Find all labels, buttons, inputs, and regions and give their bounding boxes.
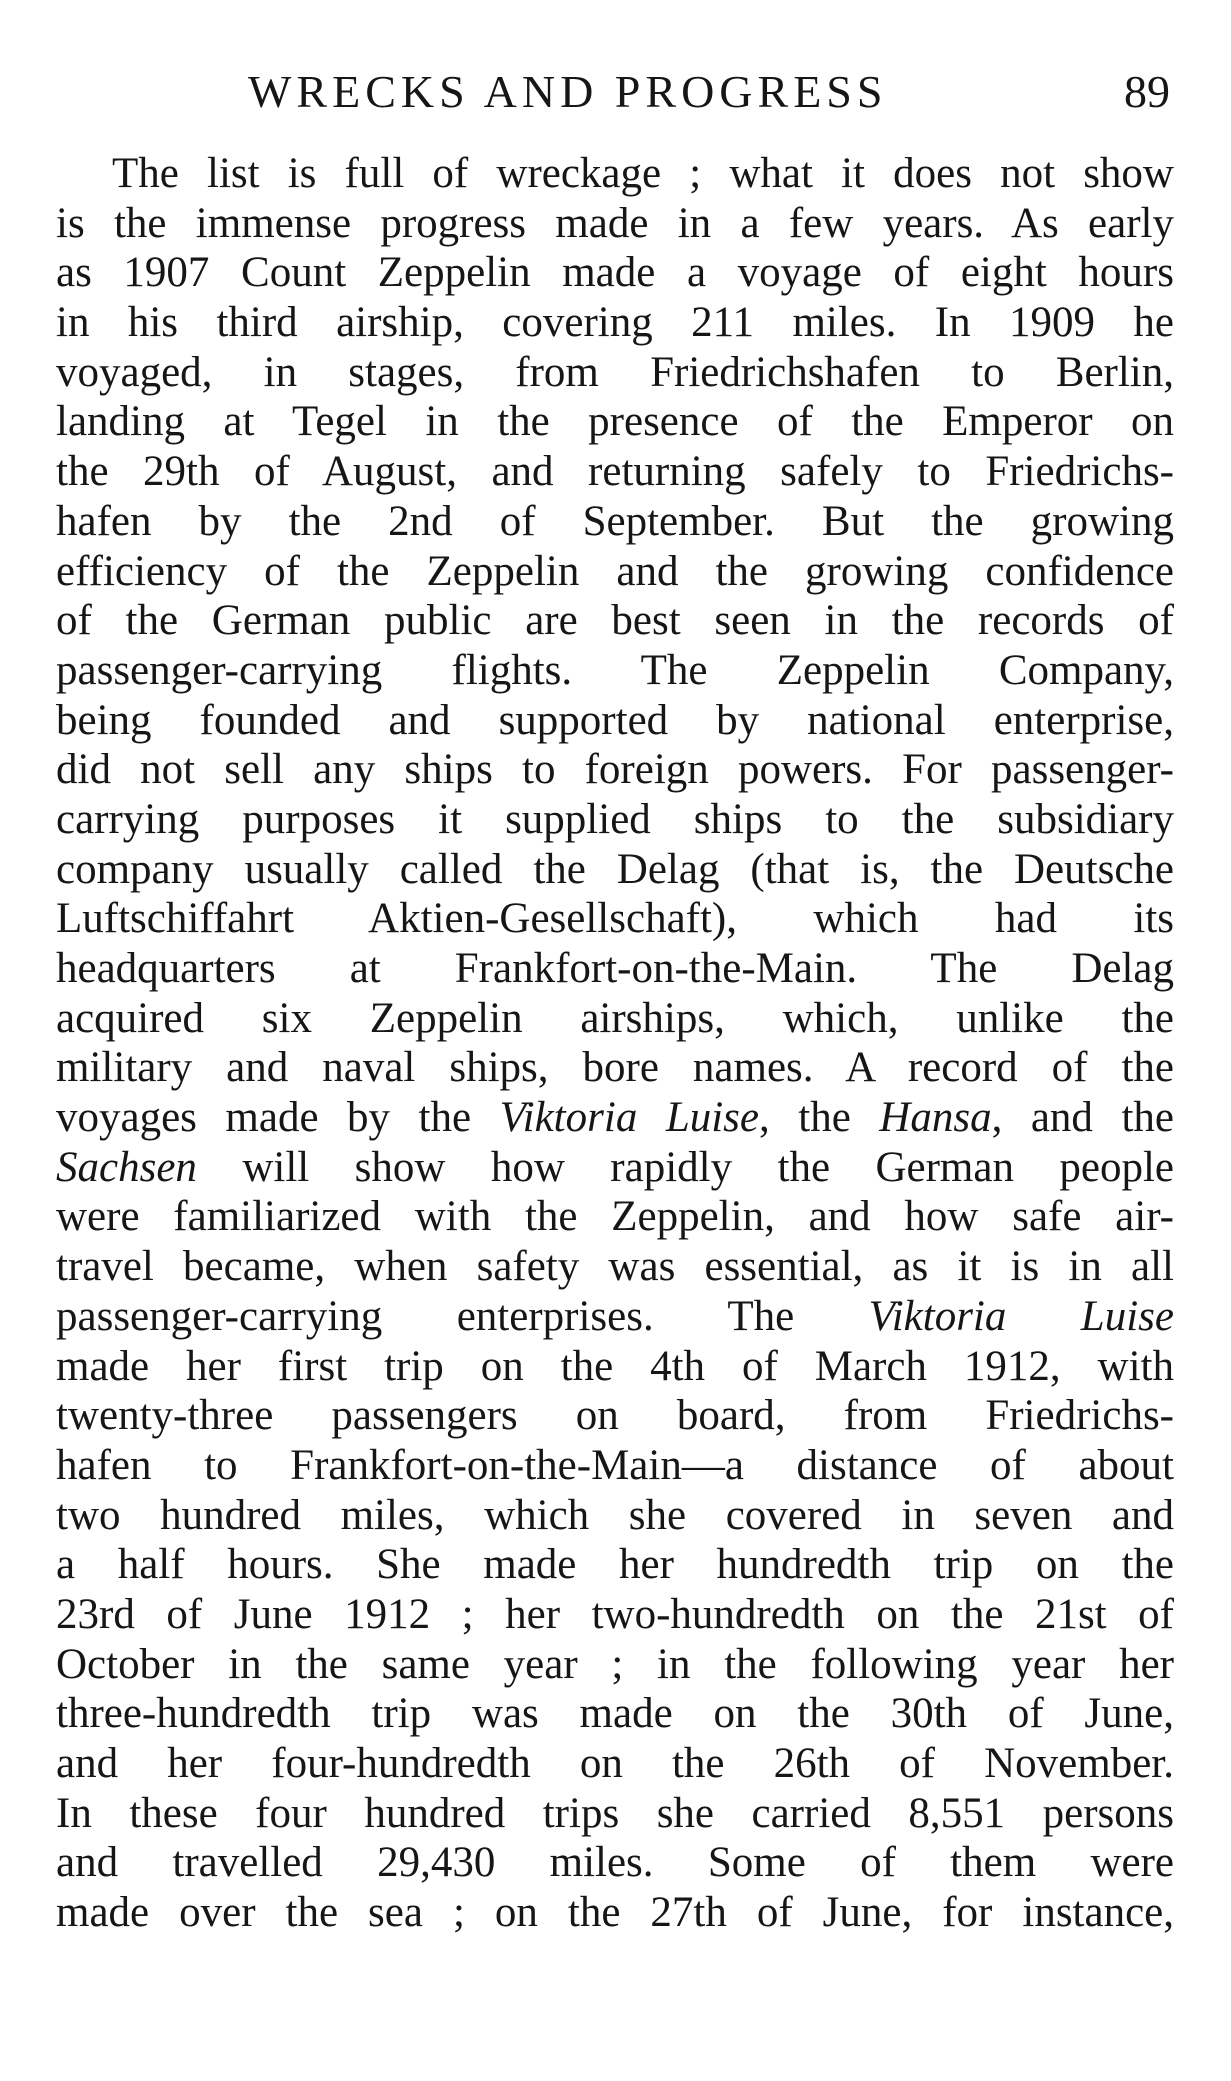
text-line [56,1689,1174,1739]
text-line [56,795,1174,845]
text-segment: 23rd of June 1912 ; her two-hundredth on the 21st of [56,1590,1174,1638]
text-segment: the 29th of August, and returning safely to Friedrichs- [56,448,1174,496]
text-segment: military and naval ships, bore names. A record of the [56,1044,1174,1092]
text-segment: voyaged, in stages, from Friedrichshafen to Berlin, [56,348,1174,396]
text-line [56,845,1174,895]
text-segment: being founded and supported by national enterprise, [56,696,1174,744]
text-line [56,1739,1174,1789]
text-line [56,1789,1174,1839]
text-line [56,149,1174,199]
text-segment: , the [759,1094,880,1142]
text-line [56,1143,1174,1193]
text-segment: three-hundredth trip was made on the 30th of June, [56,1690,1174,1738]
text-segment: voyages made by the [56,1094,500,1142]
text-line [56,248,1174,298]
text-segment: hafen to Frankfort-on-the-Main—a distance of about [56,1441,1174,1489]
text-line [56,1342,1174,1392]
text-segment: of the German public are best seen in the records of [56,597,1174,645]
text-segment: Luftschiffahrt Aktien-Gesellschaft), which had its [56,895,1174,943]
text-segment: in his third airship, covering 211 miles. In 1909 he [56,299,1174,347]
text-line [56,199,1174,249]
text-segment: In these four hundred trips she carried 8,551 persons [56,1789,1174,1837]
text-segment: and her four-hundredth on the 26th of November. [56,1740,1174,1787]
text-segment: as 1907 Count Zeppelin made a voyage of eight hours [56,249,1174,297]
text-line [56,397,1174,447]
text-segment: landing at Tegel in the presence of the Emperor on [56,398,1174,446]
text-segment: made her first trip on the 4th of March 1912, with [56,1342,1174,1390]
text-line [56,1838,1174,1888]
text-segment: hafen by the 2nd of September. But the growing [56,497,1174,545]
running-title: WRECKS AND PROGRESS [248,66,888,117]
text-segment: efficiency of the Zeppelin and the growing confidence [56,547,1174,595]
italic-ship-name: Hansa [879,1094,992,1142]
text-line [56,944,1174,994]
text-line [56,745,1174,795]
text-line [56,646,1174,696]
text-line [56,547,1174,597]
text-segment: passenger-carrying enterprises. The [56,1292,869,1340]
text-segment: two hundred miles, which she covered in seven and [56,1491,1174,1539]
text-line [56,1590,1174,1640]
text-line [56,1292,1174,1342]
text-line [56,497,1174,547]
text-segment: a half hours. She made her hundredth trip on the [56,1541,1174,1589]
text-line [56,1192,1174,1242]
text-line [56,1391,1174,1441]
text-line [56,894,1174,944]
text-line [56,348,1174,398]
text-line [56,1093,1174,1143]
text-line [56,1540,1174,1590]
text-segment: company usually called the Delag (that is, the Deutsche [56,845,1174,893]
text-segment: is the immense progress made in a few years. As early [56,199,1174,247]
text-line [56,994,1174,1044]
text-segment: travel became, when safety was essential, as it is in all [56,1243,1174,1291]
text-segment: The list is full of wreckage ; what it does not show [112,150,1174,197]
text-line [56,298,1174,348]
body-paragraph [56,149,1174,1938]
text-line [56,1043,1174,1093]
text-segment: carrying purposes it supplied ships to the subsidiary [56,795,1174,843]
text-line [56,447,1174,497]
running-head [58,62,1176,122]
text-line [56,596,1174,646]
italic-ship-name: Viktoria Luise [499,1094,759,1142]
page-number: 89 [1124,66,1170,117]
text-segment: twenty-three passengers on board, from Friedrichs- [56,1392,1174,1440]
italic-ship-name: Sachsen [56,1143,197,1191]
text-segment: and travelled 29,430 miles. Some of them were [56,1839,1174,1887]
text-segment: made over the sea ; on the 27th of June, for instance, [56,1889,1174,1937]
text-segment: passenger-carrying flights. The Zeppelin Company, [56,646,1174,694]
text-line [56,1242,1174,1292]
text-segment: were familiarized with the Zeppelin, and how safe air- [56,1193,1174,1241]
text-line [56,696,1174,746]
text-segment: did not sell any ships to foreign powers. For passenger- [56,746,1174,794]
text-line [56,1888,1174,1938]
text-line [56,1640,1174,1690]
text-segment: will show how rapidly the German people [196,1143,1174,1191]
text-line [56,1441,1174,1491]
text-segment: headquarters at Frankfort-on-the-Main. The Delag [56,945,1174,992]
text-segment: October in the same year ; in the following year her [56,1640,1174,1688]
text-segment: acquired six Zeppelin airships, which, unlike the [56,994,1174,1042]
text-segment: , and the [991,1094,1174,1142]
text-line [56,1491,1174,1541]
italic-ship-name: Viktoria Luise [868,1292,1174,1340]
